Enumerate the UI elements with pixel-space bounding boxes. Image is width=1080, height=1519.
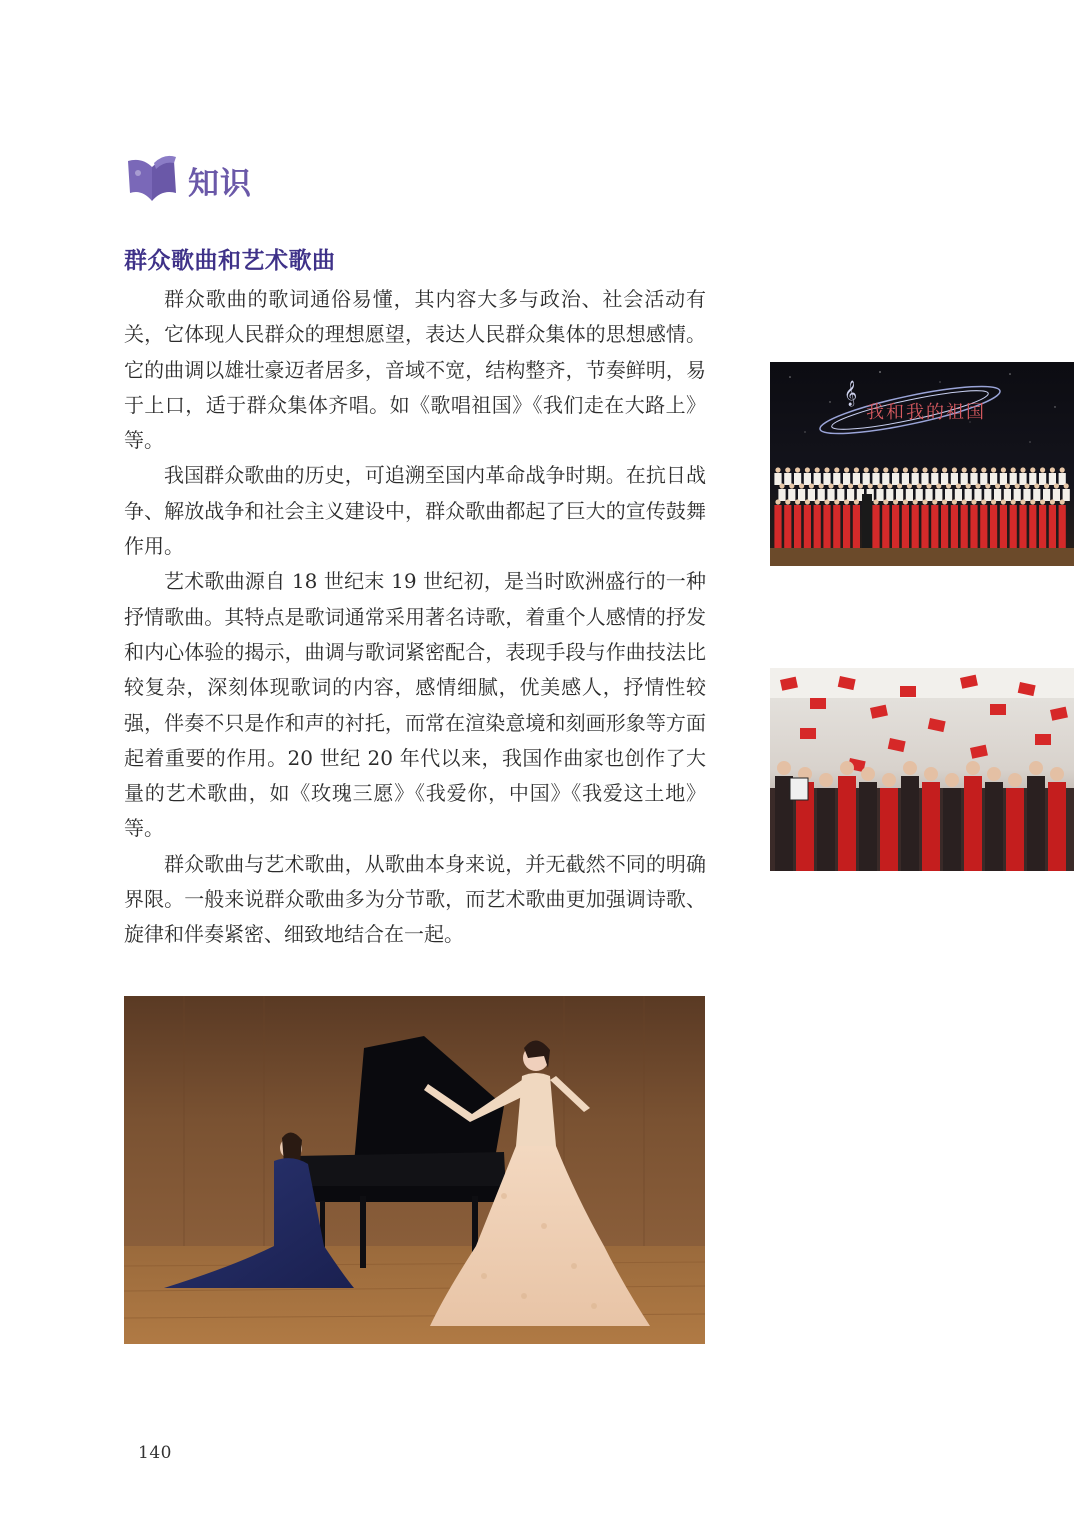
paragraph: 我国群众歌曲的历史，可追溯至国内革命战争时期。在抗日战争、解放战争和社会主义建设中，群众歌曲都起了巨大的宣传鼓舞作用。: [124, 463, 706, 559]
article-title: 群众歌曲和艺术歌曲: [124, 247, 336, 274]
recital-photo: [124, 996, 705, 1344]
svg-text:𝄞: 𝄞: [844, 381, 858, 406]
paragraph: 艺术歌曲源自 18 世纪末 19 世纪初，是当时欧洲盛行的一种抒情歌曲。其特点是歌词通常采用著名诗歌，着重个人感情的抒发和内心体验的揭示，曲调与歌词紧密配合，表现手段与作曲技法比较复杂，深刻体现歌词的内容，感情细腻，优美感人，抒情性较强，伴奏不只是作和声的衬托，而常在渲染意境和刻画形象等方面起着重要的作用。20 世纪 20 年代以来，我国作曲家也创作了大量的艺术歌曲，如《玫瑰三愿》《我爱你，中国》《我爱这土地》等。: [124, 569, 706, 841]
open-book-icon: [124, 153, 180, 207]
choir-photo: [770, 362, 1074, 566]
paragraph: 群众歌曲的歌词通俗易懂，其内容大多与政治、社会活动有关，它体现人民群众的理想愿望，表达人民群众集体的思想感情。它的曲调以雄壮豪迈者居多，音域不宽，结构整齐，节奏鲜明，易于上口，适于群众集体齐唱。如《歌唱祖国》《我们走在大路上》等。: [124, 287, 706, 453]
section-label: 知识: [188, 165, 252, 202]
paragraph: 群众歌曲与艺术歌曲，从歌曲本身来说，并无截然不同的明确界限。一般来说群众歌曲多为分节歌，而艺术歌曲更加强调诗歌、旋律和伴奏紧密、细致地结合在一起。: [124, 851, 706, 947]
article-body: [124, 282, 706, 953]
section-header: [124, 152, 252, 208]
banner-text: 我和我的祖国: [866, 402, 986, 423]
flag-crowd-photo: [770, 668, 1074, 871]
page-number: 140: [138, 1443, 172, 1463]
